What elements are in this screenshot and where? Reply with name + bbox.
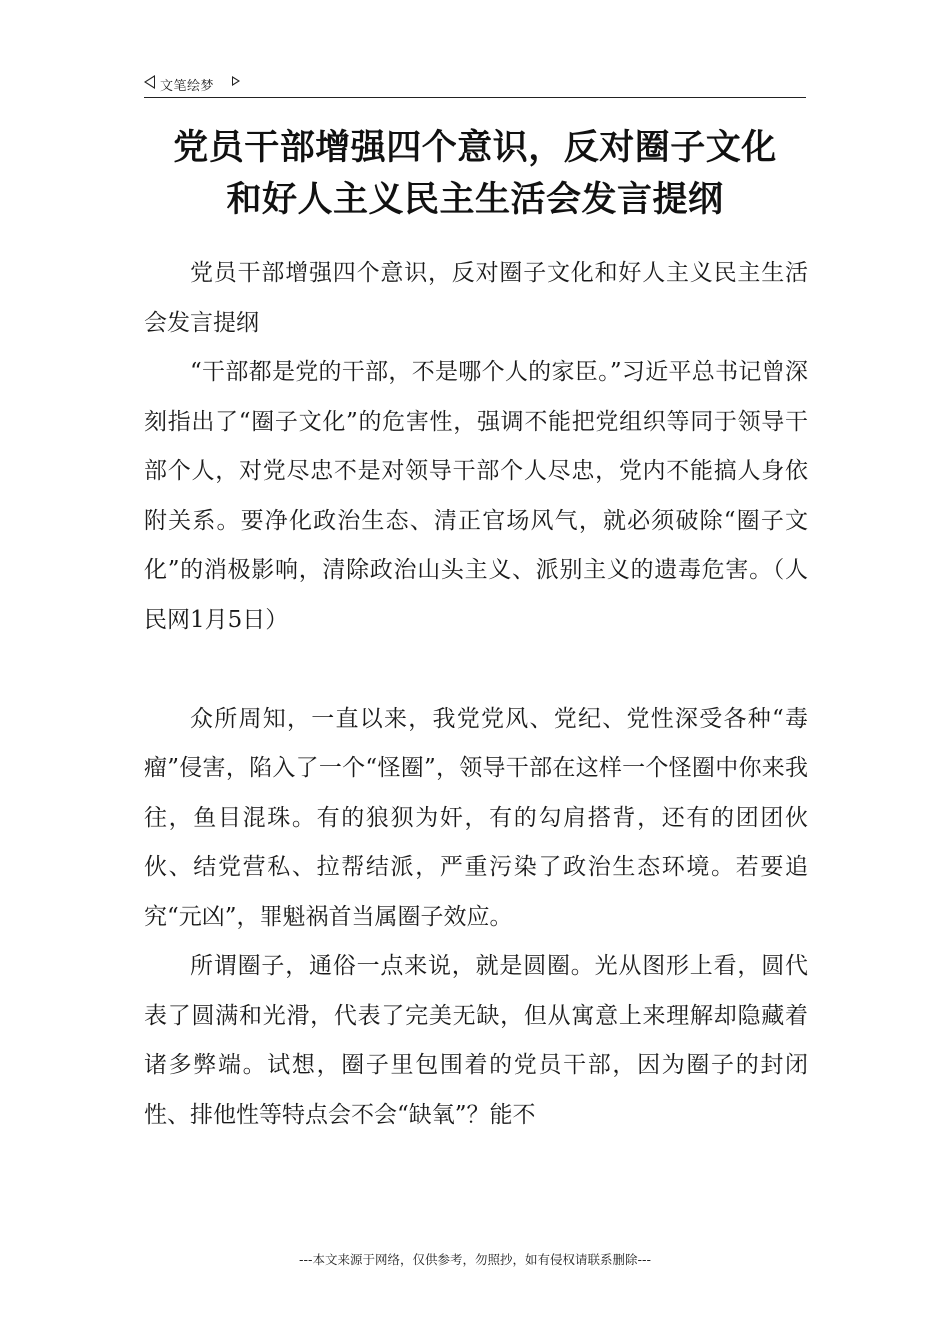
paragraph-quote: “干部都是党的干部，不是哪个人的家臣。”习近平总书记曾深刻指出了“圈子文化”的危害性，强调不能把党组织等同于领导干部个人，对党尽忠不是对领导干部个人尽忠，党内不能搞人身依附关系。要净化政治生态、清正官场风气，就必须破除“圈子文化”的消极影响，清除政治山头主义、派别主义的遗毒危害。（人民网1月5日） [144,359,808,633]
page-footer: ---本文来源于网络，仅供参考，勿照抄，如有侵权请联系删除--- [298,1252,652,1267]
title-line-1: 党员干部增强四个意识，反对圈子文化 [173,128,777,168]
triangle-right-icon [232,76,240,86]
paragraph-subtitle: 党员干部增强四个意识，反对圈子文化和好人主义民主生活会发言提纲 [144,260,808,336]
paragraph-background: 众所周知，一直以来，我党党风、党纪、党性深受各种“毒瘤”侵害，陷入了一个“怪圈”，领导干部在这样一个怪圈中你来我往，鱼目混珠。有的狼狈为奸，有的勾肩搭背，还有的团团伙伙、结党营私、拉帮结派，严重污染了政治生态环境。若要追究“元凶”，罪魁祸首当属圈子效应。 [144,705,808,930]
paragraph-spacer [144,645,808,695]
title-line-2: 和好人主义民主生活会发言提纲 [226,180,724,220]
triangle-left-icon [144,75,155,89]
page-header [144,73,806,98]
document-body [144,249,808,1140]
paragraph-definition: 所谓圈子，通俗一点来说，就是圆圈。光从图形上看，圆代表了圆满和光滑，代表了完美无缺，但从寓意上来理解却隐藏着诸多弊端。试想，圈子里包围着的党员干部，因为圈子的封闭性、排他性等特点会不会“缺氧”？能不 [144,953,808,1128]
header-brand: 文笔绘梦 [160,79,215,94]
document-title [144,122,806,226]
